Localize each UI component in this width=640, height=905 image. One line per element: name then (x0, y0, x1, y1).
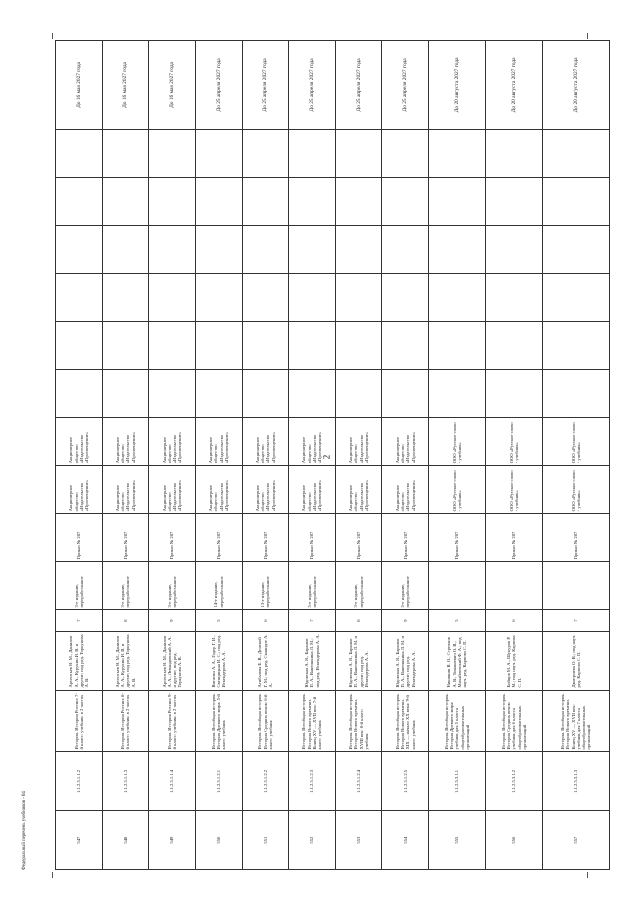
empty-cell (56, 177, 103, 225)
empty-cell (56, 129, 103, 177)
row-number: 553 (335, 811, 382, 870)
row-edition: 5-е издание, переработанное (382, 562, 429, 610)
row-authors: Никишин В. О., Стрелков А. В., Томашевич О. В., Михайловский Ф. А.; под науч. ред. Карпова С. П. (429, 631, 486, 690)
row-edition (485, 562, 542, 610)
row-date: До 20 августа 2027 года (542, 41, 609, 130)
empty-cell (429, 322, 486, 370)
row-edition: 13-е издание, переработанное (242, 562, 289, 610)
row-date: До 16 мая 2027 года (149, 41, 196, 130)
table-row (485, 41, 542, 870)
empty-cell (429, 274, 486, 322)
empty-cell (335, 225, 382, 273)
row-title: История. Всеобщая история. История Древнего мира: 5-й класс: учебник (195, 690, 242, 752)
row-publisher: ООО «Русское слово - учебник» (485, 466, 542, 514)
empty-cell (382, 370, 429, 418)
row-title: История. Всеобщая история. История Древнего мира: учебник для 5 класса общеобразовательных организаций (429, 690, 486, 752)
row-grade: 5 (429, 610, 486, 631)
row-order: Приказ № 287 (335, 514, 382, 562)
row-number: 547 (56, 811, 103, 870)
table-row (289, 41, 336, 870)
empty-cell (382, 322, 429, 370)
row-date: До 25 апреля 2027 года (335, 41, 382, 130)
row-grade: 7 (289, 610, 336, 631)
row-grade: 6 (242, 610, 289, 631)
row-publisher-2: ООО «Русское слово - учебник» (542, 418, 609, 466)
empty-cell (289, 274, 336, 322)
row-code: 1.1.2.5.1.1.3 (102, 752, 149, 811)
row-publisher: ООО «Русское слово - учебник» (542, 466, 609, 514)
row-publisher: Акционерное общество «Издательство «Просвещение» (149, 466, 196, 514)
empty-cell (289, 370, 336, 418)
row-code: 1.1.2.5.1.2.3 (289, 752, 336, 811)
row-authors: Юдовская А. Я., Баранов П. А., Ванюшкина Л. М. и другие; под ред. Искендерова А. А. (382, 631, 429, 690)
empty-cell (485, 370, 542, 418)
row-edition (429, 562, 486, 610)
empty-cell (195, 274, 242, 322)
row-grade: 9 (149, 610, 196, 631)
empty-cell (102, 370, 149, 418)
row-date: До 25 апреля 2027 года (289, 41, 336, 130)
row-authors: Юдовская А. Я., Баранов П. А., Ванюшкина Л. М. и другие; под ред. Искендерова А. А. (335, 631, 382, 690)
empty-cell (542, 370, 609, 418)
empty-cell (382, 225, 429, 273)
table-row (542, 41, 609, 870)
row-date: До 25 апреля 2027 года (195, 41, 242, 130)
empty-cell (149, 225, 196, 273)
row-date: До 20 августа 2027 года (485, 41, 542, 130)
row-title: История. Всеобщая история. История Средних веков: учебник для 6 класса общеобразовательных организаций (485, 690, 542, 752)
empty-cell (149, 322, 196, 370)
row-number: 556 (485, 811, 542, 870)
row-publisher-2: Акционерное общество «Издательство «Просвещение» (102, 418, 149, 466)
empty-cell (542, 322, 609, 370)
row-order: Приказ № 287 (56, 514, 103, 562)
table-row (56, 41, 103, 870)
empty-cell (102, 322, 149, 370)
empty-cell (242, 370, 289, 418)
empty-cell (242, 322, 289, 370)
empty-cell (382, 274, 429, 322)
row-authors: Арсентьев Н. М., Данилов А. А., Курукин И. В. и другие; под ред. Торкунова А. В. (102, 631, 149, 690)
row-date: До 16 мая 2027 года (56, 41, 103, 130)
empty-cell (485, 274, 542, 322)
row-authors: Вигасин А. А., Годер Г. И., Свенцицкая И. С.; под ред. Искендерова А. А. (195, 631, 242, 690)
row-code: 1.1.2.5.1.1.4 (149, 752, 196, 811)
row-number: 557 (542, 811, 609, 870)
row-grade: 8 (335, 610, 382, 631)
empty-cell (195, 225, 242, 273)
empty-cell (56, 225, 103, 273)
textbook-table (55, 40, 610, 870)
table-row (195, 41, 242, 870)
row-title: История. Всеобщая история. История Нового времени. Конец XV — XVII век: 7-й класс: учебник (289, 690, 336, 752)
page-number: 2 (321, 454, 332, 460)
row-authors: Дмитриева О. В.; под науч. ред. Карпова С. П. (542, 631, 609, 690)
row-order: Приказ № 287 (485, 514, 542, 562)
scan-mark (52, 33, 53, 39)
empty-cell (102, 177, 149, 225)
row-publisher-2: Акционерное общество «Издательство «Просвещение» (149, 418, 196, 466)
row-authors: Бойцов М. А., Шукуров Р. М.; под науч. ред. Карпова С. П. (485, 631, 542, 690)
row-order: Приказ № 287 (542, 514, 609, 562)
row-title: История. История России: 9-й класс: учебник: в 2 частях (149, 690, 196, 752)
row-order: Приказ № 287 (195, 514, 242, 562)
row-code: 1.1.2.5.1.2.1 (195, 752, 242, 811)
empty-cell (289, 322, 336, 370)
row-publisher: Акционерное общество «Издательство «Просвещение» (102, 466, 149, 514)
empty-cell (429, 370, 486, 418)
empty-cell (195, 177, 242, 225)
row-publisher-2: ООО «Русское слово - учебник» (485, 418, 542, 466)
empty-cell (242, 129, 289, 177)
row-grade: 9 (382, 610, 429, 631)
row-number: 549 (149, 811, 196, 870)
table-row (429, 41, 486, 870)
empty-cell (195, 322, 242, 370)
row-title: История. История России: 7-й класс: учебник: в 2 частях (56, 690, 103, 752)
row-order: Приказ № 287 (149, 514, 196, 562)
row-order: Приказ № 287 (102, 514, 149, 562)
empty-cell (149, 129, 196, 177)
row-publisher: Акционерное общество «Издательство «Просвещение» (195, 466, 242, 514)
empty-cell (335, 322, 382, 370)
table-row (382, 41, 429, 870)
row-grade: 6 (485, 610, 542, 631)
empty-cell (382, 129, 429, 177)
scan-mark (587, 872, 588, 878)
row-code: 1.1.2.5.1.2.4 (335, 752, 382, 811)
empty-cell (382, 177, 429, 225)
empty-cell (335, 177, 382, 225)
empty-cell (149, 177, 196, 225)
row-number: 551 (242, 811, 289, 870)
row-publisher: Акционерное общество «Издательство «Просвещение» (242, 466, 289, 514)
row-authors: Арсентьев Н. М., Данилов А. А., Курукин И. В. и другие; под ред. Торкунова А. В. (56, 631, 103, 690)
row-publisher-2: Акционерное общество «Издательство «Просвещение» (335, 418, 382, 466)
row-number: 550 (195, 811, 242, 870)
row-order: Приказ № 287 (242, 514, 289, 562)
row-date: До 20 августа 2027 года (429, 41, 486, 130)
row-authors: Арсентьев Н. М., Данилов А. А., Левандовский А. А. и другие; под ред. Торкунова А. В. (149, 631, 196, 690)
empty-cell (56, 370, 103, 418)
row-number: 555 (429, 811, 486, 870)
empty-cell (195, 370, 242, 418)
row-number: 552 (289, 811, 336, 870)
empty-cell (542, 129, 609, 177)
empty-cell (289, 129, 336, 177)
row-number: 548 (102, 811, 149, 870)
empty-cell (102, 129, 149, 177)
empty-cell (242, 274, 289, 322)
row-edition: 3-е издание, переработанное (335, 562, 382, 610)
page-footer: Федеральный перечень учебников - 04 (22, 791, 27, 870)
rotated-table-container (55, 40, 610, 870)
row-order: Приказ № 287 (382, 514, 429, 562)
row-publisher-2: Акционерное общество «Издательство «Просвещение» (195, 418, 242, 466)
table-row (242, 41, 289, 870)
empty-cell (429, 129, 486, 177)
row-date: До 16 мая 2027 года (102, 41, 149, 130)
table-row (102, 41, 149, 870)
row-edition (542, 562, 609, 610)
empty-cell (149, 274, 196, 322)
scan-mark (587, 33, 588, 39)
empty-cell (56, 274, 103, 322)
empty-cell (289, 225, 336, 273)
row-publisher: ООО «Русское слово - учебник» (429, 466, 486, 514)
row-publisher: Акционерное общество «Издательство «Просвещение» (382, 466, 429, 514)
empty-cell (56, 322, 103, 370)
row-edition: 5-е издание, переработанное (289, 562, 336, 610)
row-title: История. Всеобщая история. История Нового времени. XIX — начало XX века: 9-й класс: учебник (382, 690, 429, 752)
empty-cell (429, 225, 486, 273)
row-publisher: Акционерное общество «Издательство «Просвещение» (289, 466, 336, 514)
row-authors: Агибалова Е. В., Донской Г. М.; под ред. Сванидзе А. А. (242, 631, 289, 690)
empty-cell (542, 274, 609, 322)
row-publisher-2: Акционерное общество «Издательство «Просвещение» (242, 418, 289, 466)
row-edition: 14-е издание, переработанное (195, 562, 242, 610)
row-edition: 3-е издание, переработанное (56, 562, 103, 610)
empty-cell (485, 225, 542, 273)
table-row (149, 41, 196, 870)
row-code: 1.1.2.5.3.1.1 (429, 752, 486, 811)
row-publisher: Акционерное общество «Издательство «Просвещение» (56, 466, 103, 514)
row-publisher-2: Акционерное общество «Издательство «Просвещение» (382, 418, 429, 466)
empty-cell (485, 177, 542, 225)
row-publisher-2: ООО «Русское слово - учебник» (429, 418, 486, 466)
row-title: История. Всеобщая история. История Нового времени. XVIII век: 8-й класс: учебник (335, 690, 382, 752)
row-title: История. Всеобщая история. История Средних веков: 6-й класс: учебник (242, 690, 289, 752)
row-code: 1.1.2.5.1.1.2 (56, 752, 103, 811)
row-code: 1.1.2.5.3.1.2 (485, 752, 542, 811)
empty-cell (429, 177, 486, 225)
row-grade: 7 (542, 610, 609, 631)
row-title: История. История России: 8-й класс: учебник: в 2 частях (102, 690, 149, 752)
empty-cell (335, 129, 382, 177)
row-grade: 8 (102, 610, 149, 631)
row-edition: 3-е издание, переработанное (102, 562, 149, 610)
table-body (56, 41, 610, 870)
row-code: 1.1.2.5.3.1.3 (542, 752, 609, 811)
row-date: До 25 апреля 2027 года (242, 41, 289, 130)
empty-cell (102, 225, 149, 273)
row-code: 1.1.2.5.1.2.2 (242, 752, 289, 811)
row-edition: 3-е издание, переработанное (149, 562, 196, 610)
empty-cell (542, 177, 609, 225)
empty-cell (485, 322, 542, 370)
empty-cell (335, 274, 382, 322)
row-date: До 25 апреля 2027 года (382, 41, 429, 130)
table-row (335, 41, 382, 870)
empty-cell (102, 274, 149, 322)
row-publisher-2: Акционерное общество «Издательство «Просвещение» (289, 418, 336, 466)
empty-cell (242, 177, 289, 225)
row-title: История. Всеобщая история. История Нового времени. Конец XV — XVII век: учебник для 7 класса общеобразовательных организаций (542, 690, 609, 752)
row-authors: Юдовская А. Я., Баранов П. А., Ванюшкина Л. М.; под ред. Искендерова А. А. (289, 631, 336, 690)
empty-cell (149, 370, 196, 418)
row-order: Приказ № 287 (289, 514, 336, 562)
row-code: 1.1.2.5.1.2.5 (382, 752, 429, 811)
row-grade: 5 (195, 610, 242, 631)
empty-cell (242, 225, 289, 273)
empty-cell (195, 129, 242, 177)
row-order: Приказ № 287 (429, 514, 486, 562)
row-publisher-2: Акционерное общество «Издательство «Просвещение» (56, 418, 103, 466)
empty-cell (289, 177, 336, 225)
row-grade: 7 (56, 610, 103, 631)
row-publisher: Акционерное общество «Издательство «Просвещение» (335, 466, 382, 514)
scan-mark (52, 872, 53, 878)
empty-cell (335, 370, 382, 418)
empty-cell (542, 225, 609, 273)
empty-cell (485, 129, 542, 177)
row-number: 554 (382, 811, 429, 870)
